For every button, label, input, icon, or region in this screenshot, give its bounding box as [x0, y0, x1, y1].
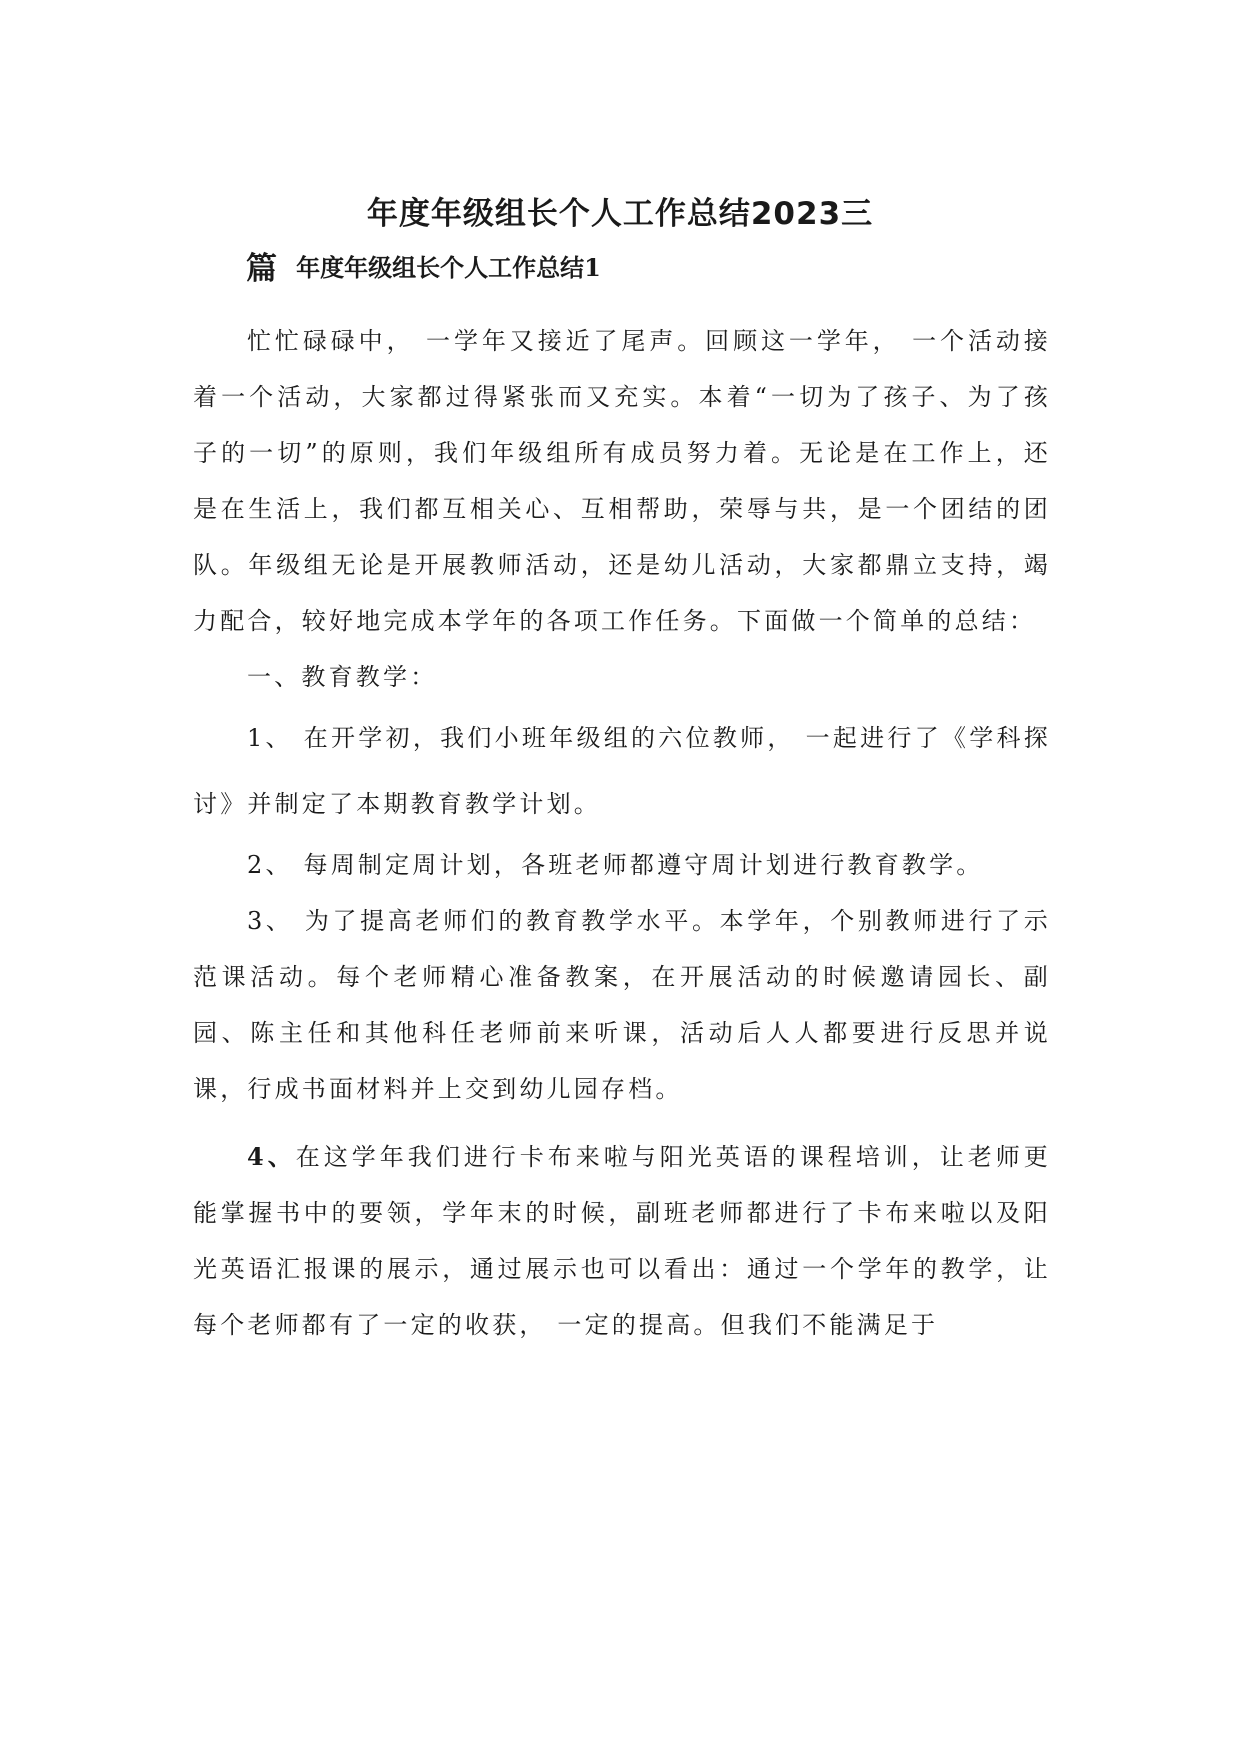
list-item-4-text: 在这学年我们进行卡布来啦与阳光英语的课程培训，让老师更能掌握书中的要领，学年末的时候，副班老师都进行了卡布来啦以及阳光英语汇报课的展示，通过展示也可以看出：通过一个学年的教学，让每个老师都有了一定的收获， 一定的提高。但我们不能满足于 [193, 1143, 1051, 1339]
list-item-4 [193, 1129, 1051, 1353]
list-item-1: 1、 在开学初，我们小班年级组的六位教师， 一起进行了《学科探讨》并制定了本期教育教学计划。 [193, 724, 1051, 818]
intro-paragraph: 忙忙碌碌中， 一学年又接近了尾声。回顾这一学年， 一个活动接着一个活动，大家都过得紧张而又充实。本着“一切为了孩子、为了孩子的一切”的原则，我们年级组所有成员努力着。无论是在工作上，还是在生活上，我们都互相关心、互相帮助，荣辱与共，是一个团结的团队。年级组无论是开展教师活动，还是幼儿活动，大家都鼎立支持，竭力配合，较好地完成本学年的各项工作任务。下面做一个简单的总结： [193, 327, 1051, 635]
list-item-3: 3、 为了提高老师们的教育教学水平。本学年，个别教师进行了示范课活动。每个老师精心准备教案，在开展活动的时候邀请园长、副园、陈主任和其他科任老师前来听课，活动后人人都要进行反思并说课，行成书面材料并上交到幼儿园存档。 [193, 907, 1051, 1103]
subtitle-prefix: 篇 [246, 251, 277, 287]
list-item-4-number: 4、 [247, 1142, 296, 1171]
section-heading: 一、教育教学： [247, 663, 438, 691]
document-subtitle: 年度年级组长个人工作总结1 [296, 253, 601, 282]
document-body [193, 313, 1051, 1353]
document-title: 年度年级组长个人工作总结2023三 [366, 196, 874, 232]
list-item-2: 2、 每周制定周计划，各班老师都遵守周计划进行教育教学。 [247, 851, 984, 879]
subtitle-row [246, 243, 601, 288]
